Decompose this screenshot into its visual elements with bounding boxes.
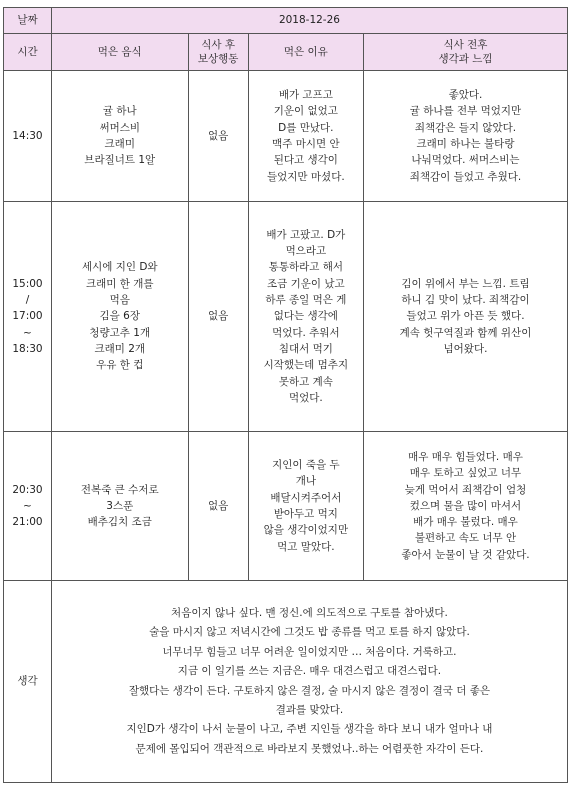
text-line: 들었고 위가 아픈 듯 했다. — [406, 310, 525, 323]
text-line: 김이 위에서 부는 느낌. 트림 — [401, 277, 530, 290]
text-line: / — [25, 294, 30, 307]
row-time — [4, 202, 52, 432]
text-line: 시작했는데 멈추지 — [263, 359, 349, 372]
text-line: 기운이 없었고 — [273, 105, 338, 118]
text-line: 죄책감이 들었고 추웠다. — [409, 170, 522, 183]
text-line: ~ — [23, 499, 32, 512]
row-reason — [248, 202, 363, 432]
row-action: 없음 — [188, 71, 248, 202]
text-line: 개나 — [295, 475, 316, 488]
text-line: 하루 종일 먹은 게 — [265, 294, 347, 307]
text-line: 먹고 말았다. — [277, 540, 335, 553]
header-reason: 먹은 이유 — [248, 34, 363, 71]
row-reason — [248, 432, 363, 581]
text-line: 매우 토하고 싶었고 너무 — [409, 467, 522, 480]
text-line: 매우 매우 힘들었다. 매우 — [408, 450, 523, 463]
text-line: 하니 김 맛이 났다. 죄책감이 — [401, 294, 530, 307]
text-line: 컸으며 물을 많이 마셔서 — [409, 499, 522, 512]
header-time: 시간 — [4, 34, 52, 71]
text-line: 먹었다. — [288, 391, 323, 404]
text-line: 청량고추 1개 — [89, 326, 151, 339]
row-reason — [248, 71, 363, 202]
table-row — [4, 71, 568, 202]
text-line: 잘했다는 생각이 든다. 구토하지 않은 결정, 술 마시지 않은 결정이 결국 더 좋은 — [128, 684, 491, 697]
text-line: 크래미 2개 — [94, 342, 146, 355]
row-time — [4, 71, 52, 202]
text-line: 넘어왔다. — [443, 342, 488, 355]
text-line: 18:30 — [12, 342, 43, 355]
text-line: 17:00 — [12, 310, 43, 323]
header-food: 먹은 음식 — [51, 34, 188, 71]
text-line: 계속 헛구역질과 함께 위산이 — [399, 326, 532, 339]
text-line: 지인D가 생각이 나서 눈물이 나고, 주변 지인들 생각을 하다 보니 내가 얼마나 내 — [126, 723, 493, 736]
text-line: 된다고 생각이 — [273, 154, 338, 167]
text-line: 전복죽 큰 수저로 — [80, 483, 159, 496]
text-line: 불편하고 속도 너무 안 — [414, 532, 517, 545]
text-line: 15:00 — [12, 277, 43, 290]
header-thought — [363, 34, 567, 71]
text-line: 들었지만 마셨다. — [267, 170, 345, 183]
text-line: 너무너무 힘들고 너무 어려운 일이었지만 … 처음이다. 거룩하고. — [162, 645, 457, 658]
text-line: 먹음 — [109, 294, 130, 307]
text-line: 맥주 마시면 안 — [272, 138, 340, 150]
text-line: 결과를 맞았다. — [275, 703, 344, 716]
diary-label: 생각 — [4, 581, 52, 783]
text-line: 없다는 생각에 — [273, 310, 338, 323]
text-line: 김을 6장 — [99, 310, 140, 323]
header-action-line: 식사 후 — [201, 39, 236, 51]
text-line: 3스푼 — [106, 499, 134, 512]
text-line: 좋았다. — [448, 89, 483, 102]
table-row — [4, 202, 568, 432]
text-line: 우유 한 컵 — [96, 359, 144, 372]
text-line: 나눠먹었다. 써머스비는 — [411, 154, 520, 167]
text-line: 14:30 — [12, 129, 43, 142]
text-line: 술을 마시지 않고 저녁시간에 그것도 밥 종류를 먹고 토를 하지 않았다. — [149, 626, 470, 639]
text-line: 세시에 지인 D와 — [81, 261, 158, 274]
row-food — [51, 71, 188, 202]
text-line: 지인이 죽을 두 — [272, 459, 340, 472]
text-line: 배달시켜주어서 — [270, 491, 342, 504]
text-line: 죄책감은 들지 않았다. — [414, 121, 517, 134]
food-diary-table — [3, 7, 568, 783]
text-line: 못하고 계속 — [278, 375, 333, 388]
text-line: 크래미 하나는 불타랑 — [416, 138, 515, 150]
text-line: 받아두고 먹지 — [273, 508, 338, 520]
text-line: 처음이지 않나 싶다. 맨 정신.에 의도적으로 구토를 참아냈다. — [171, 606, 448, 619]
text-line: D를 만났다. — [278, 121, 334, 134]
text-line: 귤 하나 — [102, 105, 137, 118]
row-thought — [363, 202, 567, 432]
diary-text — [51, 581, 567, 783]
text-line: 귤 하나를 전부 먹었지만 — [409, 105, 522, 118]
text-line: 써머스비 — [99, 121, 141, 134]
text-line: 늦게 먹어서 죄책감이 엄청 — [404, 483, 527, 496]
text-line: 통통하라고 해서 — [268, 261, 344, 274]
text-line: 배가 매우 불렀다. 매우 — [413, 516, 518, 529]
text-line: 21:00 — [12, 516, 43, 529]
row-food — [51, 202, 188, 432]
text-line: 브라질너트 1알 — [84, 154, 156, 167]
text-line: 크래미 한 개를 — [85, 277, 154, 290]
table-row — [4, 432, 568, 581]
header-action — [188, 34, 248, 71]
text-line: 먹으라고 — [285, 245, 327, 258]
text-line: 침대서 먹기 — [278, 342, 333, 355]
row-action: 없음 — [188, 432, 248, 581]
header-thought-line: 식사 전후 — [443, 39, 488, 51]
row-action: 없음 — [188, 202, 248, 432]
header-action-line: 보상행동 — [197, 53, 239, 65]
text-line: 지금 이 일기를 쓰는 지금은. 매우 대견스럽고 대견스럽다. — [177, 665, 442, 678]
diary-row — [4, 581, 568, 783]
text-line: 않을 생각이었지만 — [263, 524, 349, 537]
row-time — [4, 432, 52, 581]
text-line: 배추김치 조금 — [87, 516, 152, 529]
header-thought-line: 생각과 느낌 — [438, 53, 493, 65]
text-line: 크래미 — [104, 138, 135, 150]
date-value: 2018-12-26 — [51, 8, 567, 34]
text-line: 먹었다. 추워서 — [272, 326, 340, 339]
text-line: 20:30 — [12, 483, 43, 496]
text-line: 배가 고팠고. D가 — [266, 228, 346, 241]
row-food — [51, 432, 188, 581]
text-line: 좋아서 눈물이 날 것 같았다. — [401, 548, 530, 561]
text-line: 배가 고프고 — [278, 89, 333, 102]
text-line: ~ — [23, 326, 32, 339]
row-thought — [363, 432, 567, 581]
date-label: 날짜 — [4, 8, 52, 34]
text-line: 문제에 몰입되어 객관적으로 바라보지 못했었나..하는 어렴풋한 자각이 든다. — [135, 742, 484, 755]
row-thought — [363, 71, 567, 202]
text-line: 조금 기운이 났고 — [267, 277, 345, 290]
